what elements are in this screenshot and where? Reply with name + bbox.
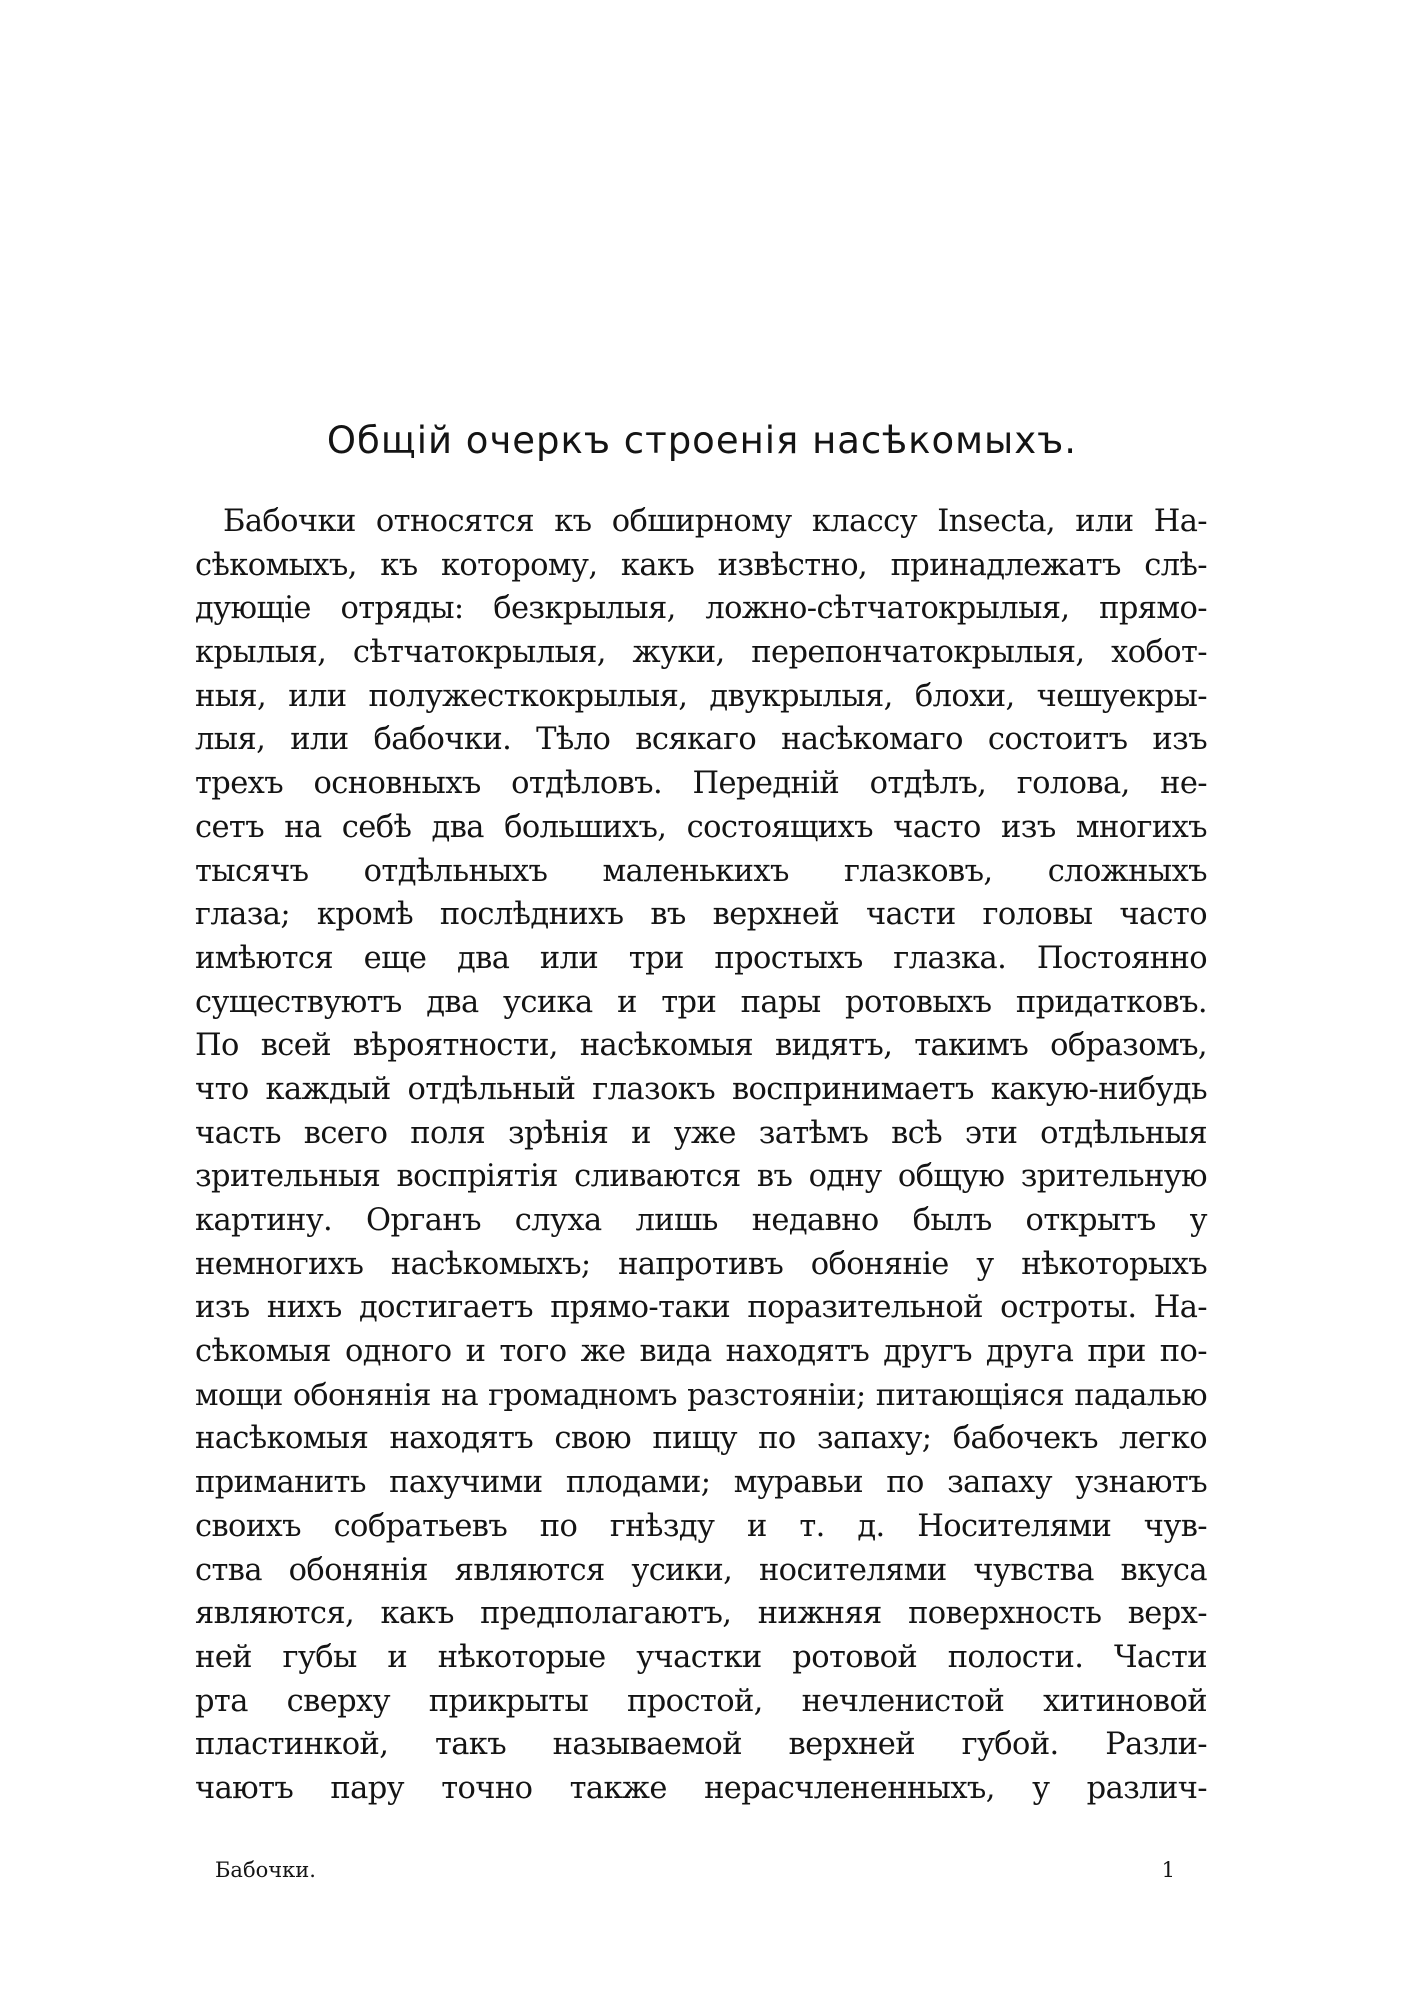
chapter-title: Общій очеркъ строенія насѣкомыхъ. bbox=[326, 419, 1078, 462]
text-line: мощи обонянія на громадномъ разстояніи; питающіяся падалью bbox=[195, 1377, 1207, 1413]
signature-mark: Бабочки. bbox=[215, 1858, 316, 1882]
sheet-number: 1 bbox=[1161, 1858, 1175, 1882]
text-line: глаза; кромѣ послѣднихъ въ верхней части головы часто bbox=[195, 897, 1207, 933]
text-line: сѣкомыхъ, къ которому, какъ извѣстно, принадлежатъ слѣ- bbox=[195, 547, 1207, 583]
text-line: ства обонянія являются усики, носителями чувства вкуса bbox=[195, 1552, 1207, 1588]
text-line: лыя, или бабочки. Тѣло всякаго насѣкомаго состоитъ изъ bbox=[195, 722, 1207, 758]
text-line: приманить пахучими плодами; муравьи по запаху узнаютъ bbox=[195, 1465, 1207, 1501]
text-line: Бабочки относятся къ обширному классу Insecta, или На- bbox=[223, 504, 1207, 539]
text-line: ней губы и нѣкоторые участки ротовой полости. Части bbox=[195, 1639, 1207, 1675]
text-line: По всей вѣроятности, насѣкомыя видятъ, такимъ образомъ, bbox=[195, 1028, 1207, 1064]
text-line: немногихъ насѣкомыхъ; напротивъ обоняніе у нѣкоторыхъ bbox=[195, 1246, 1207, 1282]
text-line: картину. Органъ слуха лишь недавно былъ открытъ у bbox=[195, 1203, 1207, 1238]
text-line: чаютъ пару точно также нерасчлененныхъ, у различ- bbox=[195, 1770, 1207, 1806]
text-line: являются, какъ предполагаютъ, нижняя поверхность верх- bbox=[195, 1596, 1207, 1632]
text-line: часть всего поля зрѣнія и уже затѣмъ всѣ эти отдѣльныя bbox=[195, 1115, 1207, 1151]
text-line: сетъ на себѣ два большихъ, состоящихъ часто изъ многихъ bbox=[195, 809, 1207, 845]
text-line: своихъ собратьевъ по гнѣзду и т. д. Носителями чув- bbox=[195, 1508, 1207, 1544]
text-line: что каждый отдѣльный глазокъ воспринимаетъ какую-нибудь bbox=[195, 1071, 1207, 1107]
text-line: зрительныя воспріятія сливаются въ одну общую зрительную bbox=[195, 1159, 1207, 1195]
text-line: тысячъ отдѣльныхъ маленькихъ глазковъ, сложныхъ bbox=[195, 853, 1207, 889]
body-paragraph bbox=[195, 500, 1207, 1811]
text-line: рта сверху прикрыты простой, нечленистой хитиновой bbox=[195, 1683, 1207, 1719]
text-line: трехъ основныхъ отдѣловъ. Передній отдѣлъ, голова, не- bbox=[195, 766, 1207, 802]
text-line: крылыя, сѣтчатокрылыя, жуки, перепончатокрылыя, хобот- bbox=[195, 635, 1207, 671]
text-line: существуютъ два усика и три пары ротовыхъ придатковъ. bbox=[195, 984, 1207, 1020]
text-line: изъ нихъ достигаетъ прямо-таки поразительной остроты. На- bbox=[195, 1290, 1207, 1326]
text-line: насѣкомыя находятъ свою пищу по запаху; бабочекъ легко bbox=[195, 1421, 1207, 1457]
text-line: дующіе отряды: безкрылыя, ложно-сѣтчатокрылыя, прямо- bbox=[195, 591, 1207, 627]
text-line: ныя, или полужесткокрылыя, двукрылыя, блохи, чешуекры- bbox=[195, 678, 1207, 714]
text-line: сѣкомыя одного и того же вида находятъ другъ друга при по- bbox=[195, 1334, 1207, 1370]
text-line: пластинкой, такъ называемой верхней губой. Разли- bbox=[195, 1727, 1207, 1763]
text-line: имѣются еще два или три простыхъ глазка. Постоянно bbox=[195, 940, 1207, 976]
page-footer bbox=[215, 1858, 1175, 1888]
